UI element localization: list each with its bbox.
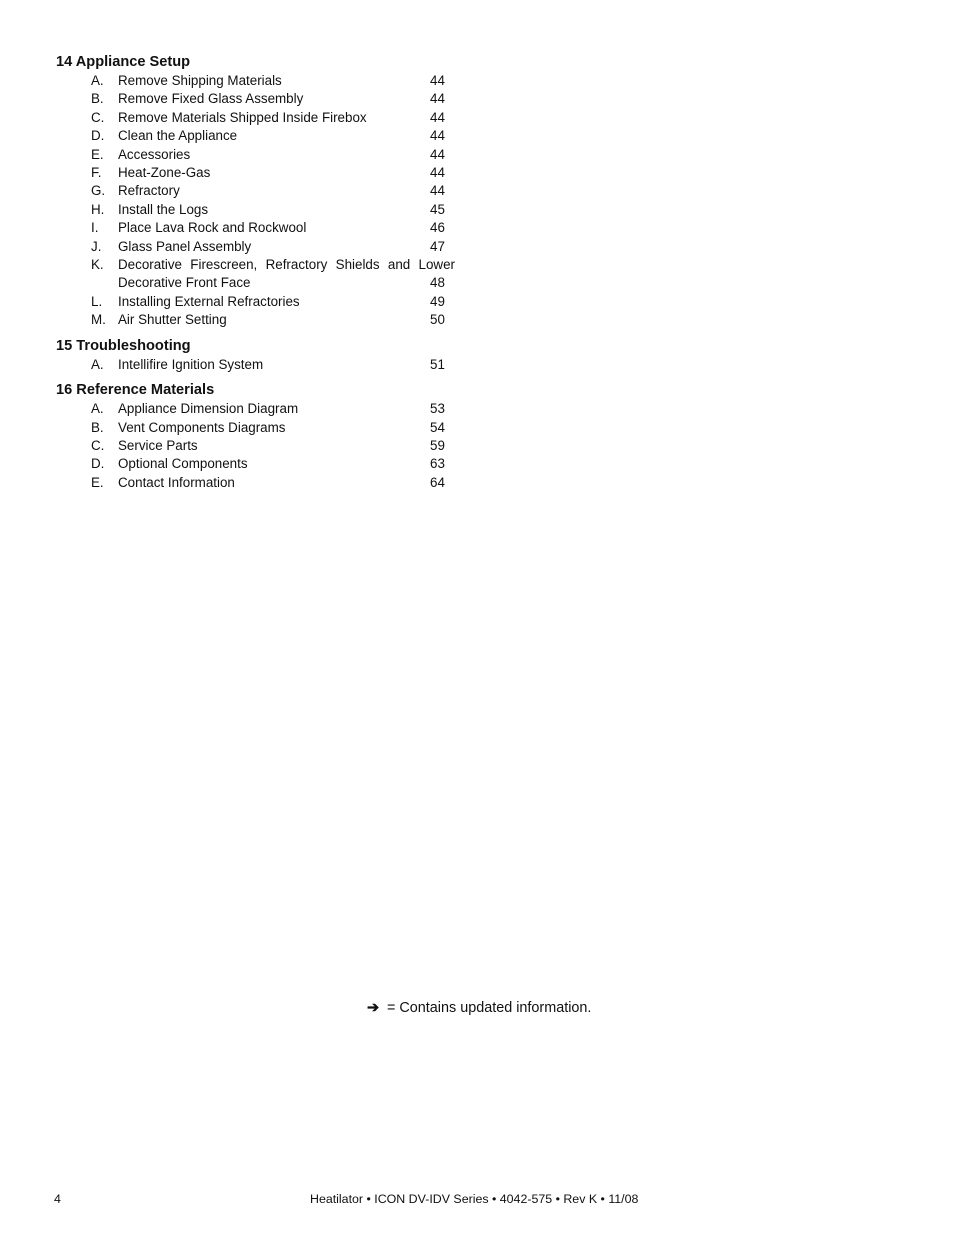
toc-entry[interactable] (56, 419, 476, 437)
entry-letter: H. (91, 201, 105, 217)
entry-page-number: 63 (430, 456, 445, 472)
entry-title-continued: Decorative Front Face (118, 275, 251, 291)
entry-letter: A. (91, 356, 104, 372)
entry-page-number: 44 (430, 165, 445, 181)
entry-letter: L. (91, 293, 103, 309)
entry-title: Optional Components (118, 456, 248, 472)
entry-page-number: 44 (430, 128, 445, 144)
entry-letter: D. (91, 128, 105, 144)
entry-title: Remove Materials Shipped Inside Firebox (118, 109, 367, 125)
entry-title: Heat-Zone-Gas (118, 165, 211, 181)
toc-entry[interactable] (56, 109, 476, 127)
entry-page-number: 46 (430, 220, 445, 236)
entry-page-number: 59 (430, 437, 445, 453)
toc-entry[interactable] (56, 293, 476, 311)
right-arrow-icon: ➔ (367, 1000, 380, 1016)
toc-entry[interactable] (56, 474, 476, 492)
legend (367, 998, 591, 1018)
entry-letter: C. (91, 437, 105, 453)
entry-page-number: 44 (430, 91, 445, 107)
toc-entry[interactable] (56, 182, 476, 200)
toc-entry[interactable] (56, 72, 476, 90)
toc-entry[interactable] (56, 201, 476, 219)
entry-letter: E. (91, 146, 104, 162)
section-title: 14 Appliance Setup (56, 54, 191, 70)
entry-page-number: 49 (430, 293, 445, 309)
entry-title: Remove Fixed Glass Assembly (118, 91, 304, 107)
entry-page-number: 44 (430, 109, 445, 125)
toc-entry[interactable] (56, 437, 476, 455)
entry-title: Decorative Firescreen, Refractory Shields and Lower (118, 257, 455, 273)
entry-letter: A. (91, 73, 104, 88)
entry-title: Accessories (118, 146, 191, 162)
entry-title: Air Shutter Setting (118, 312, 227, 328)
entry-letter: F. (91, 165, 102, 181)
entry-page-number: 51 (430, 356, 445, 372)
entry-title: Place Lava Rock and Rockwool (118, 220, 307, 236)
toc-section (56, 380, 476, 492)
entry-page-number: 44 (430, 183, 445, 199)
entry-letter: D. (91, 456, 105, 472)
entry-page-number: 53 (430, 401, 445, 417)
entry-page-number: 48 (430, 275, 445, 291)
toc-entry[interactable] (56, 238, 476, 256)
toc-entry[interactable] (56, 90, 476, 108)
entry-title: Clean the Appliance (118, 128, 238, 144)
table-of-contents (56, 52, 476, 498)
toc-entry[interactable] (56, 356, 476, 374)
toc-entry[interactable] (56, 311, 476, 329)
entry-letter: B. (91, 91, 104, 107)
entry-letter: J. (91, 238, 102, 254)
entry-letter: I. (91, 220, 99, 236)
entry-letter: M. (91, 312, 106, 328)
entry-title: Install the Logs (118, 201, 209, 217)
toc-entry[interactable] (56, 400, 476, 418)
legend-text: = Contains updated information. (383, 1000, 592, 1016)
footer-page-number: 4 (54, 1192, 61, 1206)
entry-title: Installing External Refractories (118, 293, 300, 309)
toc-entry[interactable] (56, 219, 476, 237)
toc-entry[interactable] (56, 164, 476, 182)
entry-page-number: 44 (430, 146, 445, 162)
entry-title: Refractory (118, 183, 180, 199)
entry-letter: B. (91, 419, 104, 435)
entry-title: Service Parts (118, 437, 198, 453)
entry-letter: K. (91, 257, 104, 273)
section-title: 15 Troubleshooting (56, 337, 191, 354)
footer-text: Heatilator • ICON DV-IDV Series • 4042-575 • Rev K • 11/08 (310, 1192, 639, 1206)
entry-page-number: 44 (430, 73, 445, 88)
entry-page-number: 50 (430, 312, 445, 328)
entry-title: Remove Shipping Materials (118, 73, 282, 88)
entry-title: Intellifire Ignition System (118, 356, 264, 372)
entry-title: Appliance Dimension Diagram (118, 401, 299, 417)
toc-entry[interactable] (56, 146, 476, 164)
entry-page-number: 64 (430, 474, 445, 490)
entry-title: Vent Components Diagrams (118, 419, 286, 435)
toc-entry[interactable] (56, 256, 476, 293)
toc-entry[interactable] (56, 455, 476, 473)
entry-letter: G. (91, 183, 106, 199)
toc-section (56, 336, 476, 374)
section-title: 16 Reference Materials (56, 382, 215, 399)
entry-page-number: 45 (430, 201, 445, 217)
entry-letter: E. (91, 474, 104, 490)
entry-letter: C. (91, 109, 105, 125)
toc-entry[interactable] (56, 127, 476, 145)
entry-page-number: 47 (430, 238, 445, 254)
toc-section (56, 52, 476, 330)
entry-title: Contact Information (118, 474, 235, 490)
entry-letter: A. (91, 401, 104, 417)
entry-title: Glass Panel Assembly (118, 238, 252, 254)
entry-page-number: 54 (430, 419, 445, 435)
